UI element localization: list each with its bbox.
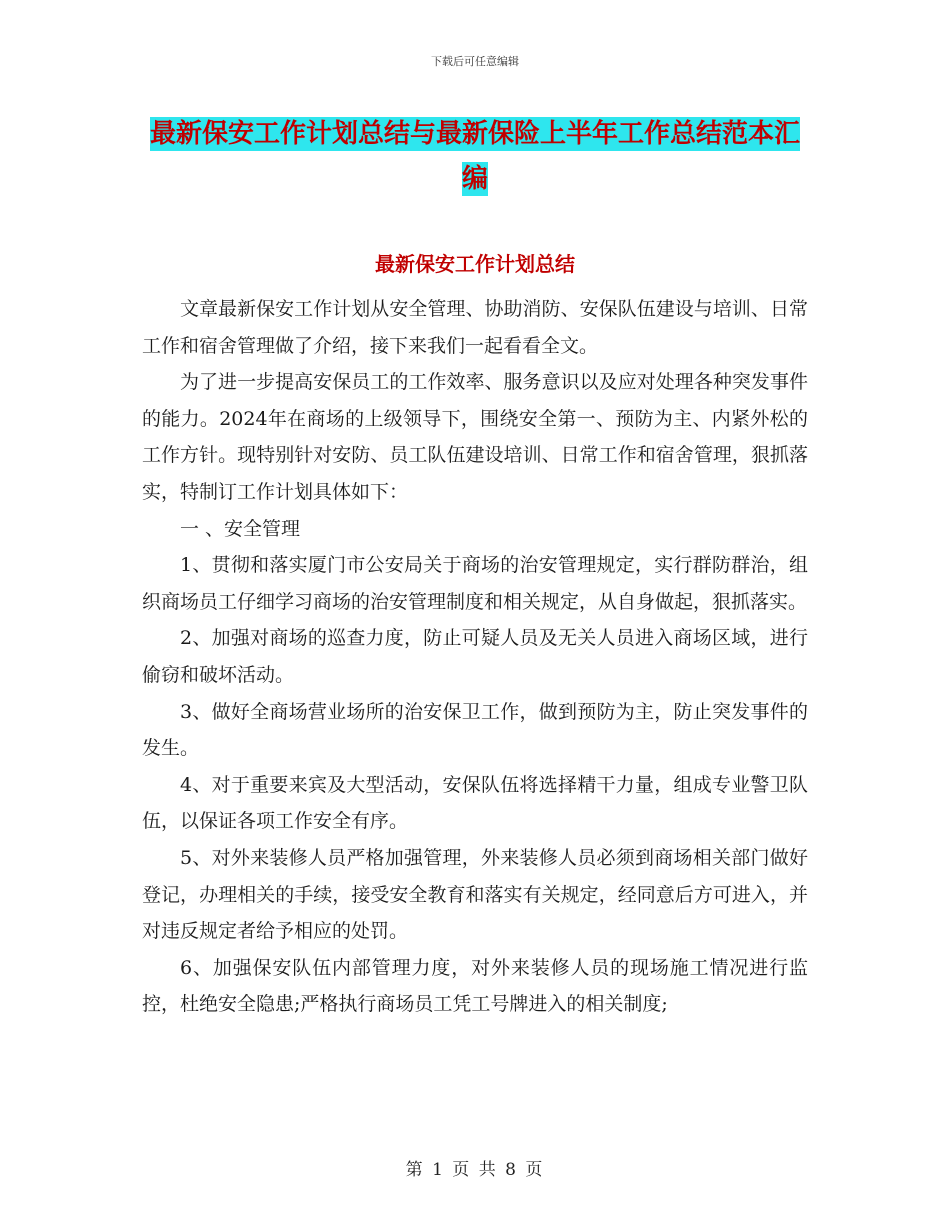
document-title: [140, 112, 810, 202]
section-title: 最新保安工作计划总结: [375, 252, 575, 276]
paragraph: 5、对外来装修人员严格加强管理，外来装修人员必须到商场相关部门做好登记，办理相关的手续，接受安全教育和落实有关规定，经同意后方可进入，并对违反规定者给予相应的处罚。: [142, 846, 808, 943]
paragraph: 6、加强保安队伍内部管理力度，对外来装修人员的现场施工情况进行监控，杜绝安全隐患;严格执行商场员工凭工号牌进入的相关制度;: [142, 956, 808, 1016]
paragraph: 一 、安全管理: [180, 517, 301, 540]
paragraph: 2、加强对商场的巡查力度，防止可疑人员及无关人员进入商场区域，进行偷窃和破坏活动。: [142, 627, 808, 686]
document-title-text: 最新保安工作计划总结与最新保险上半年工作总结范本汇编: [149, 119, 800, 194]
paragraph: 1、贯彻和落实厦门市公安局关于商场的治安管理规定，实行群防群治，组织商场员工仔细学习商场的治安管理制度和相关规定，从自身做起，狠抓落实。: [142, 554, 808, 613]
paragraph: 4、对于重要来宾及大型活动，安保队伍将选择精干力量，组成专业警卫队伍，以保证各项工作安全有序。: [142, 773, 808, 833]
page-footer: 第 1 页 共 8 页: [405, 1160, 545, 1180]
document-body: [142, 291, 808, 1023]
page-header-note: 下载后可任意编辑: [431, 55, 519, 68]
paragraph: 文章最新保安工作计划从安全管理、协助消防、安保队伍建设与培训、日常工作和宿舍管理做了介绍，接下来我们一起看看全文。: [142, 298, 808, 357]
paragraph: 3、做好全商场营业场所的治安保卫工作，做到预防为主，防止突发事件的发生。: [142, 700, 808, 760]
paragraph: 为了进一步提高安保员工的工作效率、服务意识以及应对处理各种突发事件的能力。2024年在商场的上级领导下，围绕安全第一、预防为主、内紧外松的工作方针。现特别针对安防、员工队伍建设培训、日常工作和宿舍管理，狠抓落实，特制订工作计划具体如下：: [142, 371, 808, 503]
